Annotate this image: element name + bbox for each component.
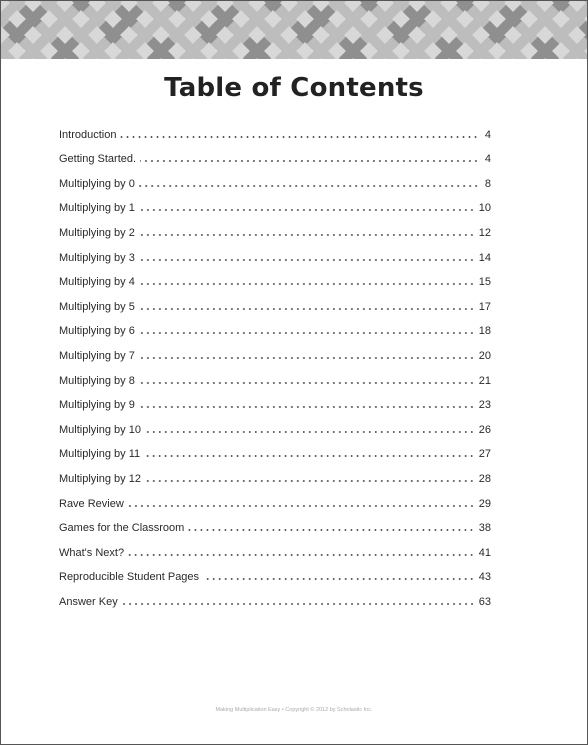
- toc-entry-page-number: 10: [478, 202, 491, 215]
- page-title: Table of Contents: [164, 73, 424, 103]
- toc-entry-label: Multiplying by 11: [59, 448, 141, 461]
- toc-entry-page-number: 27: [478, 448, 491, 461]
- toc-entry-label: Introduction: [59, 128, 117, 141]
- toc-entry: [59, 141, 491, 166]
- dot-leader: [139, 406, 475, 408]
- dot-leader: [122, 603, 475, 605]
- dot-leader: [139, 283, 475, 285]
- dot-leader: [145, 480, 475, 482]
- footer-separator: •: [281, 707, 284, 713]
- decorative-x-banner: [1, 1, 587, 59]
- toc-entry-label: Multiplying by 10: [59, 423, 141, 436]
- dot-leader: [139, 185, 479, 187]
- dot-leader: [188, 529, 474, 531]
- toc-entry: [59, 313, 491, 338]
- dot-leader: [145, 431, 475, 433]
- toc-entry: [59, 485, 491, 510]
- table-of-contents: [59, 116, 491, 608]
- toc-entry-page-number: 18: [478, 325, 491, 338]
- page-footer: [1, 707, 587, 713]
- toc-entry: [59, 583, 491, 608]
- dot-leader: [120, 136, 479, 138]
- toc-entry: [59, 362, 491, 387]
- toc-entry-page-number: 43: [478, 571, 491, 584]
- toc-entry-label: Multiplying by 2: [59, 226, 135, 239]
- toc-entry-label: Getting Started.: [59, 153, 137, 166]
- toc-entry: [59, 239, 491, 264]
- toc-entry-page-number: 28: [478, 472, 491, 485]
- toc-entry-label: Multiplying by 1: [59, 202, 135, 215]
- toc-entry-label: Rave Review: [59, 497, 124, 510]
- dot-leader: [139, 234, 475, 236]
- toc-entry-label: Reproducible Student Pages: [59, 571, 200, 584]
- toc-entry-label: Multiplying by 3: [59, 251, 135, 264]
- dot-leader: [139, 209, 475, 211]
- dot-leader: [128, 554, 475, 556]
- toc-entry-page-number: 29: [478, 497, 491, 510]
- toc-entry: [59, 436, 491, 461]
- footer-book-title: Making Multiplication Easy: [215, 707, 281, 713]
- toc-entry-page-number: 8: [484, 177, 491, 190]
- toc-entry-page-number: 17: [478, 300, 491, 313]
- toc-entry-label: Multiplying by 8: [59, 374, 135, 387]
- dot-leader: [139, 382, 475, 384]
- toc-entry: [59, 288, 491, 313]
- toc-entry-page-number: 26: [478, 423, 491, 436]
- toc-entry-label: Multiplying by 6: [59, 325, 135, 338]
- toc-entry: [59, 387, 491, 412]
- toc-entry-page-number: 14: [478, 251, 491, 264]
- dot-leader: [128, 505, 475, 507]
- dot-leader: [139, 259, 475, 261]
- toc-entry: [59, 559, 491, 584]
- toc-entry: [59, 190, 491, 215]
- toc-entry-page-number: 4: [484, 128, 491, 141]
- dot-leader: [203, 578, 475, 580]
- dot-leader: [139, 308, 475, 310]
- dot-leader: [144, 455, 475, 457]
- toc-entry-label: Multiplying by 12: [59, 472, 141, 485]
- toc-entry: [59, 214, 491, 239]
- toc-entry: [59, 510, 491, 535]
- toc-entry-label: Answer Key: [59, 595, 118, 608]
- toc-entry-label: Multiplying by 5: [59, 300, 135, 313]
- toc-entry-page-number: 63: [478, 595, 491, 608]
- toc-entry-page-number: 15: [478, 276, 491, 289]
- dot-leader: [139, 332, 475, 334]
- toc-entry-page-number: 38: [478, 522, 491, 535]
- toc-entry: [59, 337, 491, 362]
- toc-entry: [59, 534, 491, 559]
- toc-entry-label: Multiplying by 7: [59, 349, 135, 362]
- toc-entry: [59, 165, 491, 190]
- toc-entry-page-number: 12: [478, 226, 491, 239]
- toc-entry-label: Multiplying by 4: [59, 276, 135, 289]
- footer-copyright: Copyright © 2012 by Scholastic Inc.: [285, 707, 373, 713]
- toc-entry-page-number: 41: [478, 546, 491, 559]
- dot-leader: [140, 160, 479, 162]
- toc-entry: [59, 264, 491, 289]
- toc-entry: [59, 460, 491, 485]
- toc-entry-page-number: 20: [478, 349, 491, 362]
- toc-entry: [59, 116, 491, 141]
- toc-entry: [59, 411, 491, 436]
- toc-entry-label: Multiplying by 9: [59, 399, 135, 412]
- toc-entry-label: What's Next?: [59, 546, 125, 559]
- toc-entry-label: Games for the Classroom: [59, 522, 185, 535]
- dot-leader: [139, 357, 475, 359]
- toc-entry-page-number: 21: [478, 374, 491, 387]
- toc-entry-label: Multiplying by 0: [59, 177, 135, 190]
- toc-entry-page-number: 23: [478, 399, 491, 412]
- toc-entry-page-number: 4: [484, 153, 491, 166]
